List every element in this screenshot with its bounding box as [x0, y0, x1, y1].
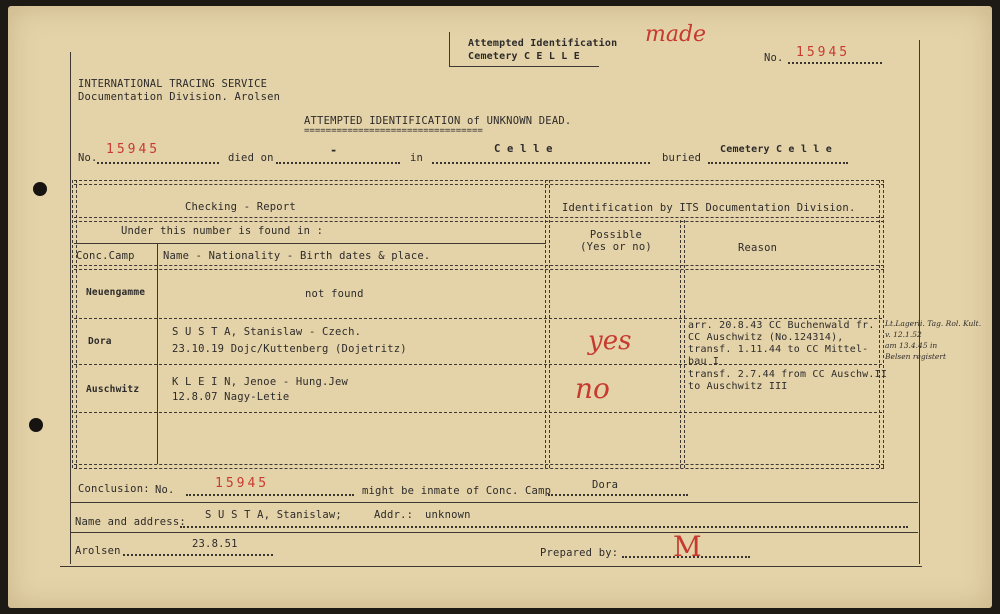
checking-report-header: Checking - Report: [185, 201, 296, 213]
row-3-possible: no: [575, 372, 610, 405]
column-header-reason: Reason: [738, 242, 778, 254]
handwritten-made: made: [645, 22, 707, 47]
punch-hole-top: [33, 182, 47, 196]
organization-line1: INTERNATIONAL TRACING SERVICE: [78, 78, 268, 90]
frame-left-line: [70, 52, 71, 564]
conclusion-divider: [70, 502, 918, 503]
conclusion-no-label: No.: [155, 484, 175, 496]
row-2-name-line1: S U S T A, Stanislaw - Czech.: [172, 326, 362, 338]
footer-date: 23.8.51: [192, 538, 238, 550]
header-box-bottom: [449, 66, 599, 67]
header-box-line2: Cemetery C E L L E: [468, 51, 580, 62]
record-in-label: in: [410, 152, 424, 164]
document-title: ATTEMPTED IDENTIFICATION of UNKNOWN DEAD.: [304, 115, 572, 127]
conclusion-label: Conclusion:: [78, 483, 150, 495]
table-bottom-rule: [74, 464, 884, 469]
record-in-dots: [432, 162, 650, 164]
record-died-label: died on: [228, 152, 274, 164]
record-died-value: -: [330, 143, 338, 157]
name-address-addr-label: Addr.:: [374, 509, 414, 521]
table-left-rule: [72, 180, 77, 468]
name-address-label: Name and address:: [75, 516, 186, 528]
record-buried-value: Cemetery C e l l e: [720, 144, 832, 155]
record-no-value: 15945: [106, 142, 161, 157]
table-row1-rule: [74, 318, 882, 319]
name-address-addr-value: unknown: [425, 509, 471, 521]
footer-prepared-label: Prepared by:: [540, 547, 619, 559]
record-buried-label: buried: [662, 152, 702, 164]
row-2-possible: yes: [588, 326, 632, 356]
conclusion-no-dots: [186, 494, 354, 496]
row-1-name: not found: [305, 288, 364, 300]
pencil-margin-note: Lt.Lagerli. Tag. Rol. Kult. v. 12.1.52 am 13.4.45 in Belsen registert: [885, 319, 982, 361]
document-title-rule: =================================: [304, 126, 483, 136]
table-subheader-rule: [74, 243, 546, 244]
name-address-dots: [180, 526, 908, 528]
header-no-label: No.: [764, 52, 784, 64]
found-in-header: Under this number is found in :: [121, 225, 324, 237]
table-columns-rule: [74, 265, 884, 270]
organization-line2: Documentation Division. Arolsen: [78, 91, 281, 103]
frame-right-line: [919, 40, 920, 564]
row-3-camp: Auschwitz: [86, 384, 140, 395]
table-reason-rule: [680, 220, 685, 468]
header-no-value: 15945: [796, 45, 851, 60]
record-in-value: C e l l e: [494, 143, 553, 155]
row-1-camp: Neuengamme: [86, 287, 146, 298]
row-2-name-line2: 23.10.19 Dojc/Kuttenberg (Dojetritz): [172, 343, 407, 355]
frame-bottom-line: [60, 566, 922, 567]
record-died-dots: [276, 162, 400, 164]
conclusion-camp: Dora: [592, 479, 619, 491]
row-2-camp: Dora: [88, 336, 112, 347]
row-2-reason: arr. 20.8.43 CC Buchenwald fr. CC Auschwitz (No.124314), transf. 1.11.44 to CC Mittel- bau I: [688, 320, 875, 367]
table-middle-rule: [545, 180, 550, 468]
footer-place: Arolsen: [75, 545, 121, 557]
conclusion-camp-dots: [548, 494, 688, 496]
table-camp-rule: [157, 244, 158, 464]
record-no-dots: [97, 162, 219, 164]
column-header-name: Name - Nationality - Birth dates & place.: [163, 250, 431, 262]
table-top-rule: [74, 180, 884, 185]
table-header-rule: [74, 217, 884, 222]
column-header-camp: Conc.Camp: [76, 250, 135, 262]
column-header-possible: Possible (Yes or no): [580, 229, 652, 253]
identification-header: Identification by ITS Documentation Division.: [562, 202, 856, 214]
table-row3-rule: [74, 412, 882, 413]
row-3-name-line1: K L E I N, Jenoe - Hung.Jew: [172, 376, 349, 388]
conclusion-text: might be inmate of Conc. Camp: [362, 485, 552, 497]
header-box-line1: Attempted Identification: [468, 38, 618, 49]
row-3-reason: transf. 2.7.44 from CC Auschw.II to Auschwitz III: [688, 369, 888, 392]
row-3-name-line2: 12.8.07 Nagy-Letie: [172, 391, 290, 403]
punch-hole-bottom: [29, 418, 43, 432]
record-no-label: No.: [78, 152, 98, 164]
header-no-dots: [788, 62, 882, 64]
conclusion-no-value: 15945: [215, 476, 270, 491]
name-address-divider: [70, 532, 918, 533]
footer-date-dots: [123, 554, 273, 556]
header-box-left: [449, 32, 450, 66]
footer-initial: M: [673, 530, 702, 563]
record-buried-dots: [708, 162, 848, 164]
table-right-rule: [879, 180, 884, 468]
name-address-name: S U S T A, Stanislaw;: [205, 509, 342, 521]
